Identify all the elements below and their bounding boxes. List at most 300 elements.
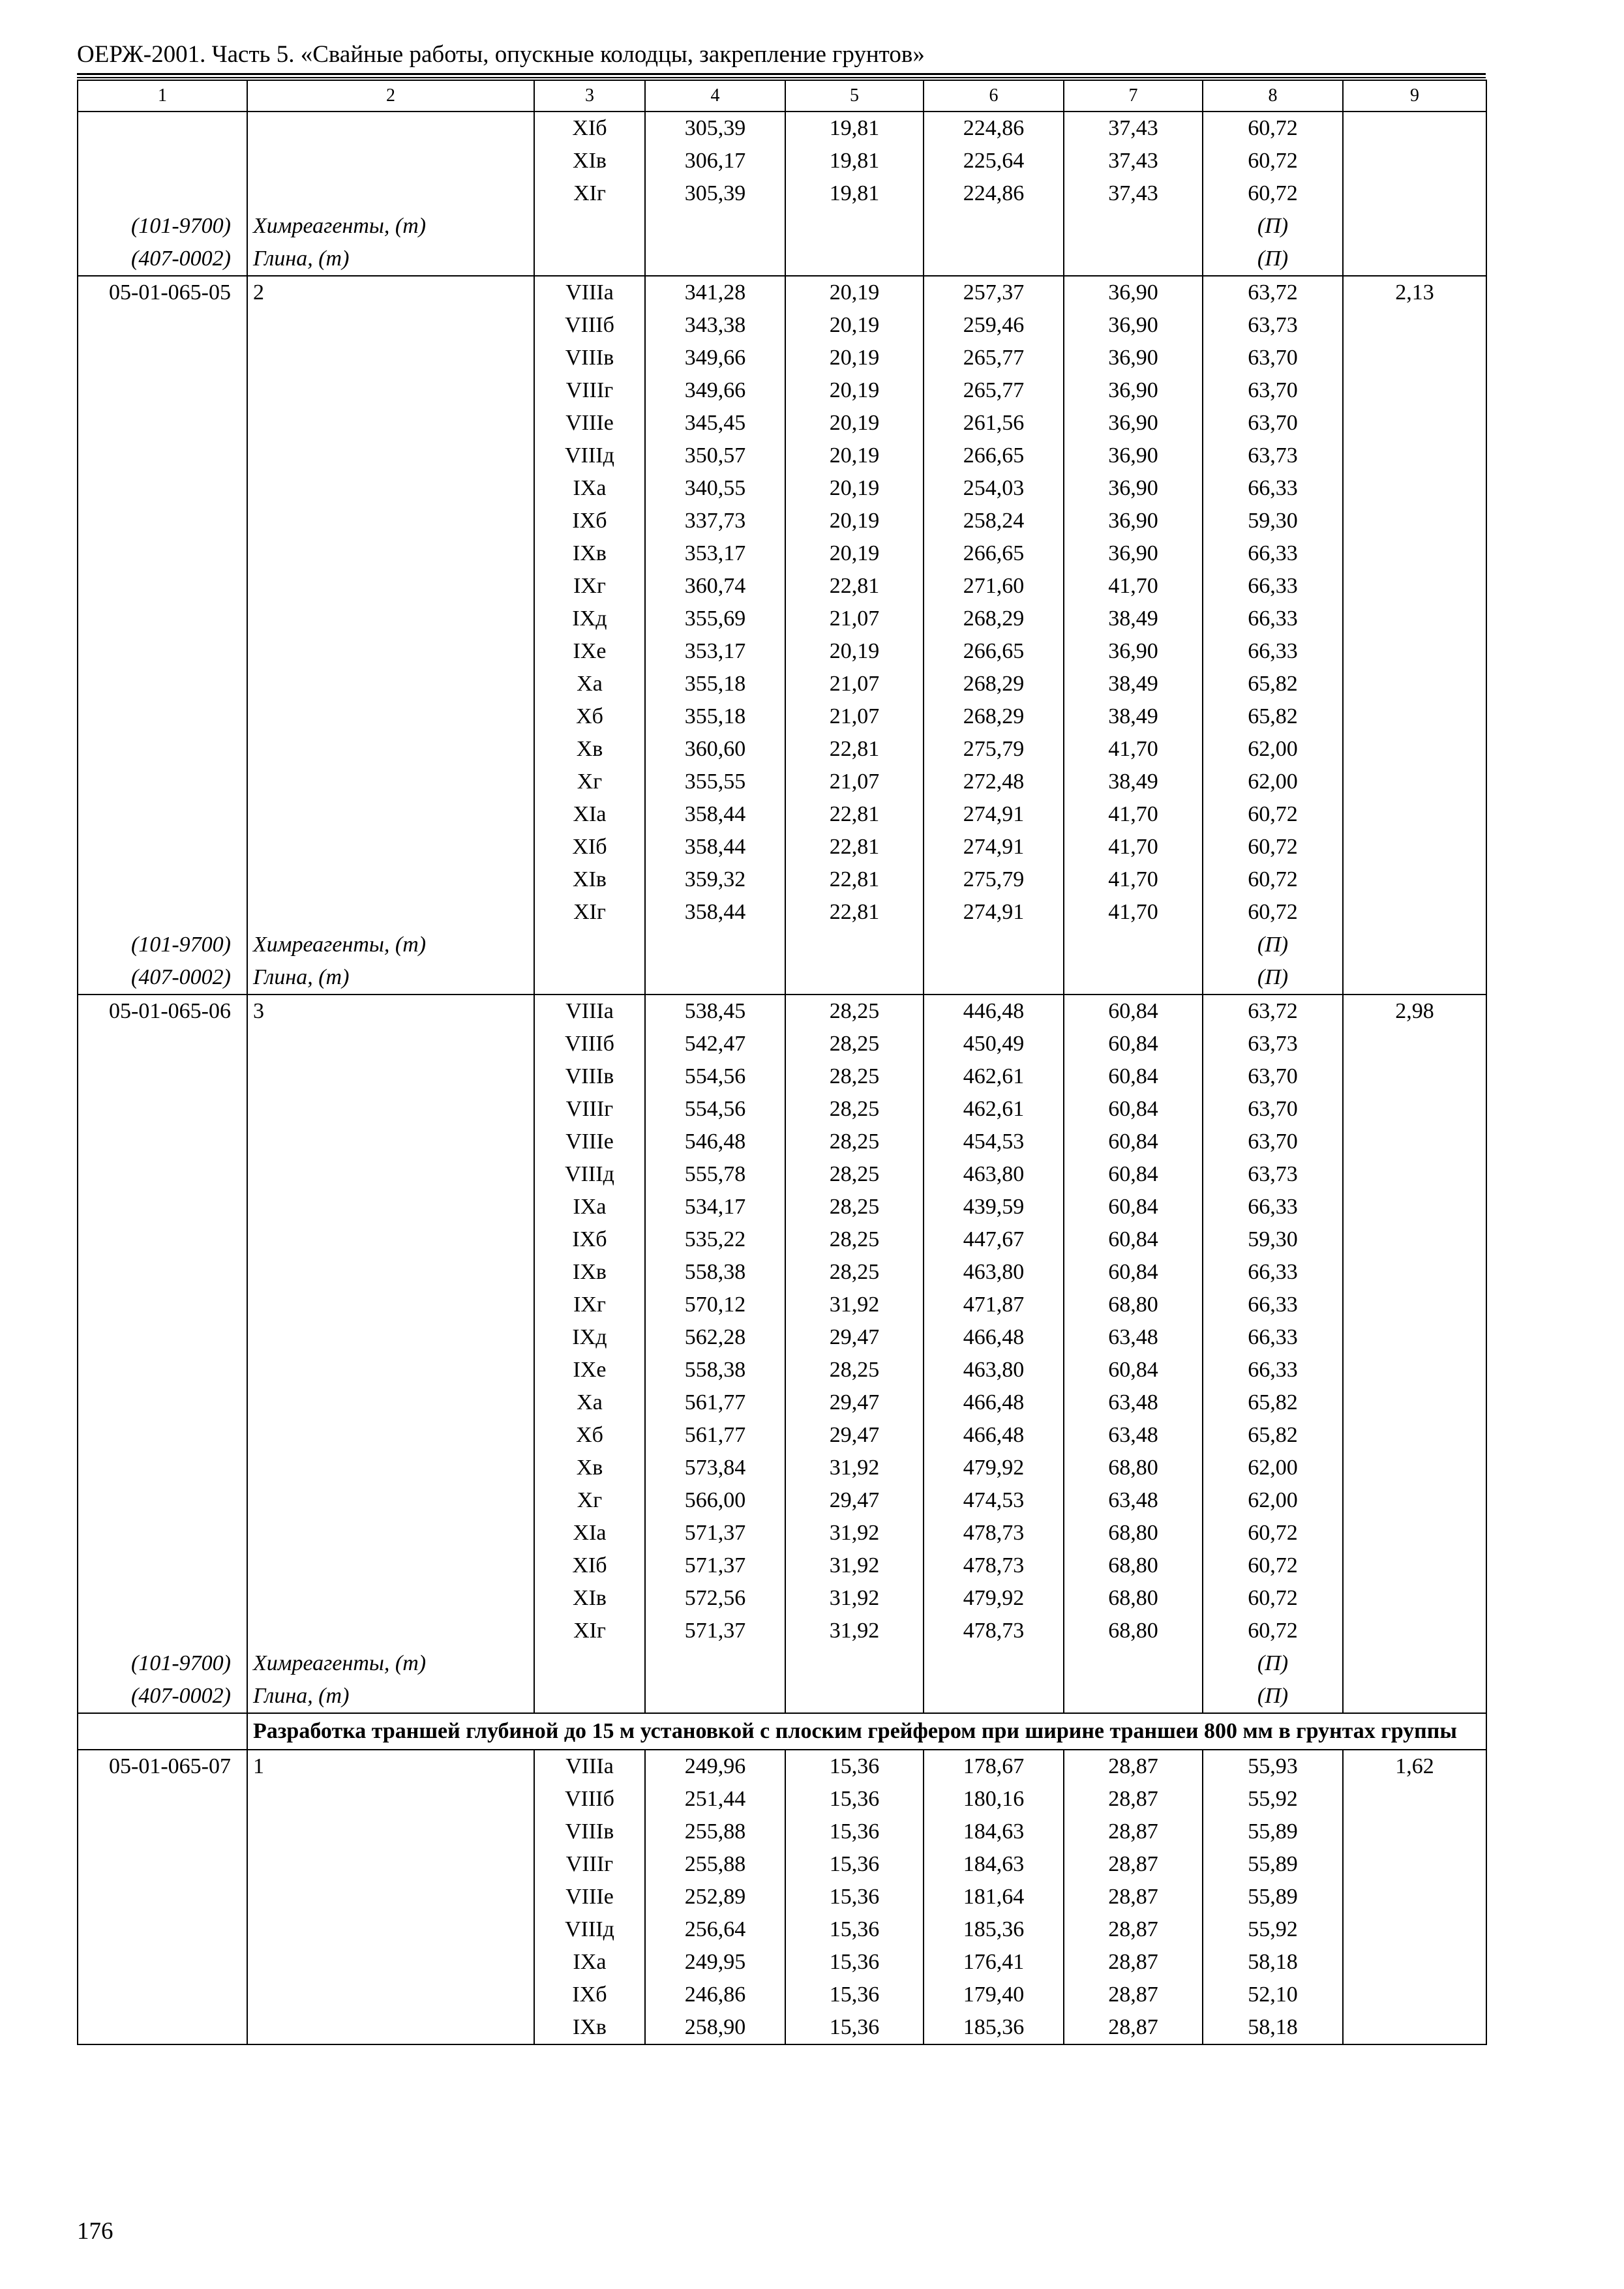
region-cell: VIIIг: [534, 374, 645, 407]
material-unit-mark: (П): [1203, 1680, 1343, 1713]
table-cell: [247, 1615, 534, 1647]
region-cell: XIв: [534, 1582, 645, 1615]
value-cell: 15,36: [785, 2011, 924, 2044]
value-cell: 28,25: [785, 1126, 924, 1158]
table-cell: [1343, 1191, 1486, 1223]
table-cell: [1064, 929, 1203, 961]
value-cell: 28,25: [785, 995, 924, 1028]
value-cell: 271,60: [924, 570, 1064, 603]
value-cell: 20,19: [785, 309, 924, 342]
value-cell: 63,73: [1203, 309, 1343, 342]
value-cell: 55,93: [1203, 1750, 1343, 1783]
region-cell: VIIIд: [534, 1913, 645, 1946]
table-cell: [534, 210, 645, 243]
table-cell: [247, 1419, 534, 1452]
value-cell: 55,89: [1203, 1816, 1343, 1848]
value-cell: 36,90: [1064, 407, 1203, 440]
material-unit-mark: (П): [1203, 243, 1343, 276]
value-cell: 275,79: [924, 863, 1064, 896]
region-cell: VIIIб: [534, 309, 645, 342]
table-cell: [924, 1680, 1064, 1713]
region-cell: VIIIб: [534, 1783, 645, 1816]
table-cell: [247, 342, 534, 374]
value-cell: 21,07: [785, 766, 924, 798]
value-cell: 20,19: [785, 374, 924, 407]
value-cell: 447,67: [924, 1223, 1064, 1256]
table-cell: [1343, 309, 1486, 342]
value-cell: 20,19: [785, 276, 924, 309]
value-cell: 466,48: [924, 1419, 1064, 1452]
region-cell: VIIIв: [534, 1816, 645, 1848]
value-cell: 36,90: [1064, 537, 1203, 570]
value-cell: 261,56: [924, 407, 1064, 440]
column-number-row: [78, 80, 1486, 112]
value-cell: 58,18: [1203, 2011, 1343, 2044]
value-cell: 28,25: [785, 1354, 924, 1386]
value-cell: 265,77: [924, 342, 1064, 374]
table-cell: [645, 929, 785, 961]
region-cell: IXа: [534, 1946, 645, 1979]
table-cell: [78, 635, 247, 668]
table-row: [78, 2011, 1486, 2044]
table-cell: [645, 1647, 785, 1680]
table-row: [78, 1126, 1486, 1158]
value-cell: 38,49: [1064, 668, 1203, 700]
table-cell: [247, 1881, 534, 1913]
table-cell: [78, 1191, 247, 1223]
table-cell: [247, 1484, 534, 1517]
table-row: [78, 1615, 1486, 1647]
table-cell: [1343, 1582, 1486, 1615]
region-cell: XIа: [534, 1517, 645, 1549]
table-cell: [78, 1256, 247, 1289]
region-cell: VIIIа: [534, 276, 645, 309]
table-row: [78, 1158, 1486, 1191]
value-cell: 268,29: [924, 603, 1064, 635]
value-cell: 15,36: [785, 1816, 924, 1848]
table-row: [78, 635, 1486, 668]
table-cell: [785, 243, 924, 276]
table-cell: [78, 831, 247, 863]
table-cell: [247, 831, 534, 863]
value-cell: 306,17: [645, 145, 785, 177]
table-cell: [78, 1848, 247, 1881]
value-cell: 353,17: [645, 537, 785, 570]
value-cell: 350,57: [645, 440, 785, 472]
value-cell: 355,18: [645, 668, 785, 700]
table-body: [78, 80, 1486, 2044]
table-cell: [247, 1549, 534, 1582]
column-number: 5: [785, 80, 924, 112]
value-cell: 21,07: [785, 668, 924, 700]
value-cell: 268,29: [924, 700, 1064, 733]
value-cell: 28,87: [1064, 2011, 1203, 2044]
value-cell: 571,37: [645, 1615, 785, 1647]
rate-code: 05-01-065-05: [78, 276, 247, 309]
material-code: (101-9700): [78, 929, 247, 961]
value-cell: 60,72: [1203, 145, 1343, 177]
table-cell: [247, 668, 534, 700]
value-cell: 63,70: [1203, 407, 1343, 440]
table-cell: [1343, 798, 1486, 831]
value-cell: 36,90: [1064, 276, 1203, 309]
table-cell: [247, 1256, 534, 1289]
table-cell: [78, 1419, 247, 1452]
value-cell: 554,56: [645, 1060, 785, 1093]
value-cell: 178,67: [924, 1750, 1064, 1783]
table-cell: [78, 1452, 247, 1484]
value-cell: 68,80: [1064, 1517, 1203, 1549]
region-cell: Xг: [534, 1484, 645, 1517]
value-cell: 337,73: [645, 505, 785, 537]
value-cell: 29,47: [785, 1484, 924, 1517]
value-cell: 343,38: [645, 309, 785, 342]
material-row: [78, 210, 1486, 243]
value-cell: 66,33: [1203, 1256, 1343, 1289]
value-cell: 28,25: [785, 1060, 924, 1093]
table-cell: [1343, 1256, 1486, 1289]
region-cell: IXг: [534, 1289, 645, 1321]
value-cell: 22,81: [785, 863, 924, 896]
region-cell: VIIIд: [534, 1158, 645, 1191]
table-cell: [1343, 1615, 1486, 1647]
value-cell: 28,25: [785, 1223, 924, 1256]
table-cell: [247, 472, 534, 505]
column-number: 2: [247, 80, 534, 112]
table-row: [78, 1223, 1486, 1256]
table-cell: [78, 342, 247, 374]
value-cell: 340,55: [645, 472, 785, 505]
table-row: [78, 798, 1486, 831]
value-cell: 36,90: [1064, 472, 1203, 505]
table-cell: [1343, 1848, 1486, 1881]
value-cell: 546,48: [645, 1126, 785, 1158]
table-row: [78, 440, 1486, 472]
value-cell: 180,16: [924, 1783, 1064, 1816]
value-cell: 554,56: [645, 1093, 785, 1126]
value-cell: 28,87: [1064, 1881, 1203, 1913]
table-cell: [78, 145, 247, 177]
table-cell: [534, 243, 645, 276]
table-row: [78, 1191, 1486, 1223]
value-cell: 15,36: [785, 1783, 924, 1816]
table-cell: [1343, 733, 1486, 766]
value-cell: 20,19: [785, 440, 924, 472]
table-cell: [78, 570, 247, 603]
table-cell: [247, 1028, 534, 1060]
table-cell: [1343, 1028, 1486, 1060]
value-cell: 185,36: [924, 2011, 1064, 2044]
table-row: [78, 1750, 1486, 1783]
table-cell: [247, 603, 534, 635]
table-cell: [247, 1223, 534, 1256]
region-cell: XIв: [534, 863, 645, 896]
table-row: [78, 537, 1486, 570]
table-cell: [78, 537, 247, 570]
table-cell: [78, 668, 247, 700]
value-cell: 179,40: [924, 1979, 1064, 2011]
material-unit-mark: (П): [1203, 961, 1343, 995]
value-cell: 19,81: [785, 112, 924, 145]
table-cell: [1343, 603, 1486, 635]
table-row: [78, 1979, 1486, 2011]
value-cell: 41,70: [1064, 896, 1203, 929]
table-cell: [78, 603, 247, 635]
value-cell: 62,00: [1203, 1484, 1343, 1517]
material-unit-mark: (П): [1203, 929, 1343, 961]
value-cell: 37,43: [1064, 112, 1203, 145]
table-row: [78, 700, 1486, 733]
table-cell: [1343, 374, 1486, 407]
table-cell: [247, 1946, 534, 1979]
region-cell: VIIIв: [534, 342, 645, 374]
value-cell: 463,80: [924, 1256, 1064, 1289]
value-cell: 446,48: [924, 995, 1064, 1028]
value-cell: 63,70: [1203, 374, 1343, 407]
table-cell: [78, 1979, 247, 2011]
table-cell: [785, 210, 924, 243]
table-cell: [1343, 1783, 1486, 1816]
region-cell: VIIIа: [534, 1750, 645, 1783]
table-cell: [1064, 1647, 1203, 1680]
region-cell: Xв: [534, 733, 645, 766]
value-cell: 15,36: [785, 1979, 924, 2011]
table-cell: [1343, 1289, 1486, 1321]
value-cell: 28,87: [1064, 1848, 1203, 1881]
value-cell: 305,39: [645, 177, 785, 210]
value-cell: 255,88: [645, 1848, 785, 1881]
table-row: [78, 603, 1486, 635]
value-cell: 15,36: [785, 1750, 924, 1783]
table-cell: [247, 505, 534, 537]
table-row: [78, 1419, 1486, 1452]
value-cell: 59,30: [1203, 1223, 1343, 1256]
value-cell: 256,64: [645, 1913, 785, 1946]
coefficient-cell: [1343, 112, 1486, 145]
table-cell: [78, 440, 247, 472]
table-cell: [78, 896, 247, 929]
value-cell: 63,48: [1064, 1484, 1203, 1517]
value-cell: 28,87: [1064, 1946, 1203, 1979]
section-row: [78, 1713, 1486, 1750]
table-row: [78, 766, 1486, 798]
region-cell: XIг: [534, 177, 645, 210]
value-cell: 66,33: [1203, 1354, 1343, 1386]
region-cell: XIб: [534, 831, 645, 863]
soil-group: 1: [247, 1750, 534, 1783]
table-cell: [534, 929, 645, 961]
table-row: [78, 570, 1486, 603]
value-cell: 479,92: [924, 1452, 1064, 1484]
value-cell: 38,49: [1064, 700, 1203, 733]
value-cell: 63,48: [1064, 1386, 1203, 1419]
value-cell: 257,37: [924, 276, 1064, 309]
table-cell: [78, 1615, 247, 1647]
table-cell: [247, 1848, 534, 1881]
region-cell: IXа: [534, 1191, 645, 1223]
value-cell: 355,55: [645, 766, 785, 798]
value-cell: 31,92: [785, 1582, 924, 1615]
value-cell: 31,92: [785, 1289, 924, 1321]
table-row: [78, 1517, 1486, 1549]
table-cell: [1343, 342, 1486, 374]
value-cell: 462,61: [924, 1060, 1064, 1093]
region-cell: Xб: [534, 1419, 645, 1452]
table-row: [78, 1848, 1486, 1881]
value-cell: 52,10: [1203, 1979, 1343, 2011]
value-cell: 36,90: [1064, 342, 1203, 374]
value-cell: 60,72: [1203, 177, 1343, 210]
table-row: [78, 177, 1486, 210]
table-row: [78, 733, 1486, 766]
value-cell: 41,70: [1064, 570, 1203, 603]
value-cell: 60,72: [1203, 1582, 1343, 1615]
value-cell: 176,41: [924, 1946, 1064, 1979]
value-cell: 184,63: [924, 1848, 1064, 1881]
table-cell: [1343, 1549, 1486, 1582]
value-cell: 478,73: [924, 1549, 1064, 1582]
soil-group: 2: [247, 276, 534, 309]
value-cell: 22,81: [785, 896, 924, 929]
column-number: 4: [645, 80, 785, 112]
region-cell: VIIIа: [534, 995, 645, 1028]
value-cell: 558,38: [645, 1354, 785, 1386]
region-cell: XIб: [534, 112, 645, 145]
value-cell: 22,81: [785, 570, 924, 603]
value-cell: 63,73: [1203, 440, 1343, 472]
table-cell: [1343, 1680, 1486, 1713]
table-row: [78, 1816, 1486, 1848]
value-cell: 566,00: [645, 1484, 785, 1517]
table-cell: [1343, 1093, 1486, 1126]
region-cell: Xв: [534, 1452, 645, 1484]
region-cell: Xа: [534, 1386, 645, 1419]
value-cell: 15,36: [785, 1881, 924, 1913]
value-cell: 37,43: [1064, 145, 1203, 177]
value-cell: 266,65: [924, 537, 1064, 570]
value-cell: 454,53: [924, 1126, 1064, 1158]
value-cell: 258,24: [924, 505, 1064, 537]
value-cell: 246,86: [645, 1979, 785, 2011]
material-unit-mark: (П): [1203, 210, 1343, 243]
value-cell: 68,80: [1064, 1549, 1203, 1582]
table-cell: [1064, 243, 1203, 276]
value-cell: 450,49: [924, 1028, 1064, 1060]
table-row: [78, 1881, 1486, 1913]
value-cell: 558,38: [645, 1256, 785, 1289]
value-cell: 55,89: [1203, 1848, 1343, 1881]
table-cell: [78, 1946, 247, 1979]
material-code: (101-9700): [78, 1647, 247, 1680]
value-cell: 63,73: [1203, 1158, 1343, 1191]
value-cell: 31,92: [785, 1517, 924, 1549]
page-header: ОЕРЖ-2001. Часть 5. «Свайные работы, опускные колодцы, закрепление грунтов»: [77, 41, 925, 68]
value-cell: 20,19: [785, 635, 924, 668]
value-cell: 66,33: [1203, 1321, 1343, 1354]
table-cell: [247, 1289, 534, 1321]
table-cell: [78, 1386, 247, 1419]
table-cell: [1343, 1816, 1486, 1848]
table-cell: [645, 1680, 785, 1713]
table-cell: [78, 1093, 247, 1126]
table-cell: [1343, 1060, 1486, 1093]
table-cell: [1343, 1126, 1486, 1158]
value-cell: 534,17: [645, 1191, 785, 1223]
value-cell: 37,43: [1064, 177, 1203, 210]
value-cell: 439,59: [924, 1191, 1064, 1223]
value-cell: 60,84: [1064, 1191, 1203, 1223]
table-cell: [247, 1060, 534, 1093]
value-cell: 266,65: [924, 635, 1064, 668]
table-cell: [1343, 1979, 1486, 2011]
value-cell: 60,84: [1064, 1093, 1203, 1126]
table-cell: [78, 1060, 247, 1093]
table-cell: [247, 1816, 534, 1848]
table-cell: [78, 2011, 247, 2044]
value-cell: 272,48: [924, 766, 1064, 798]
value-cell: 60,72: [1203, 896, 1343, 929]
value-cell: 20,19: [785, 342, 924, 374]
table-cell: [1064, 1680, 1203, 1713]
material-row: [78, 1647, 1486, 1680]
table-cell: [247, 309, 534, 342]
table-cell: [247, 1783, 534, 1816]
material-name: Глина, (т): [247, 1680, 534, 1713]
table-cell: [1343, 472, 1486, 505]
table-cell: [1343, 1484, 1486, 1517]
table-cell: [78, 309, 247, 342]
table-cell: [645, 243, 785, 276]
value-cell: 63,70: [1203, 1126, 1343, 1158]
region-cell: VIIIг: [534, 1093, 645, 1126]
value-cell: 60,84: [1064, 1158, 1203, 1191]
value-cell: 478,73: [924, 1517, 1064, 1549]
value-cell: 60,72: [1203, 863, 1343, 896]
table-cell: [1343, 700, 1486, 733]
value-cell: 63,72: [1203, 995, 1343, 1028]
value-cell: 28,25: [785, 1093, 924, 1126]
table-cell: [247, 537, 534, 570]
value-cell: 36,90: [1064, 505, 1203, 537]
value-cell: 41,70: [1064, 798, 1203, 831]
value-cell: 562,28: [645, 1321, 785, 1354]
table-cell: [1064, 210, 1203, 243]
table-cell: [785, 929, 924, 961]
table-cell: [78, 374, 247, 407]
column-number: 7: [1064, 80, 1203, 112]
value-cell: 341,28: [645, 276, 785, 309]
table-row: [78, 1256, 1486, 1289]
table-cell: [247, 2011, 534, 2044]
material-row: [78, 961, 1486, 995]
region-cell: IXв: [534, 2011, 645, 2044]
table-row: [78, 1913, 1486, 1946]
value-cell: 19,81: [785, 177, 924, 210]
section-empty-cell: [78, 1713, 247, 1750]
material-name: Глина, (т): [247, 243, 534, 276]
value-cell: 31,92: [785, 1615, 924, 1647]
table-cell: [78, 733, 247, 766]
material-code: (407-0002): [78, 961, 247, 995]
table-row: [78, 668, 1486, 700]
value-cell: 225,64: [924, 145, 1064, 177]
value-cell: 66,33: [1203, 537, 1343, 570]
table-cell: [1343, 407, 1486, 440]
value-cell: 355,18: [645, 700, 785, 733]
table-cell: [247, 1517, 534, 1549]
value-cell: 66,33: [1203, 472, 1343, 505]
table-cell: [1343, 863, 1486, 896]
